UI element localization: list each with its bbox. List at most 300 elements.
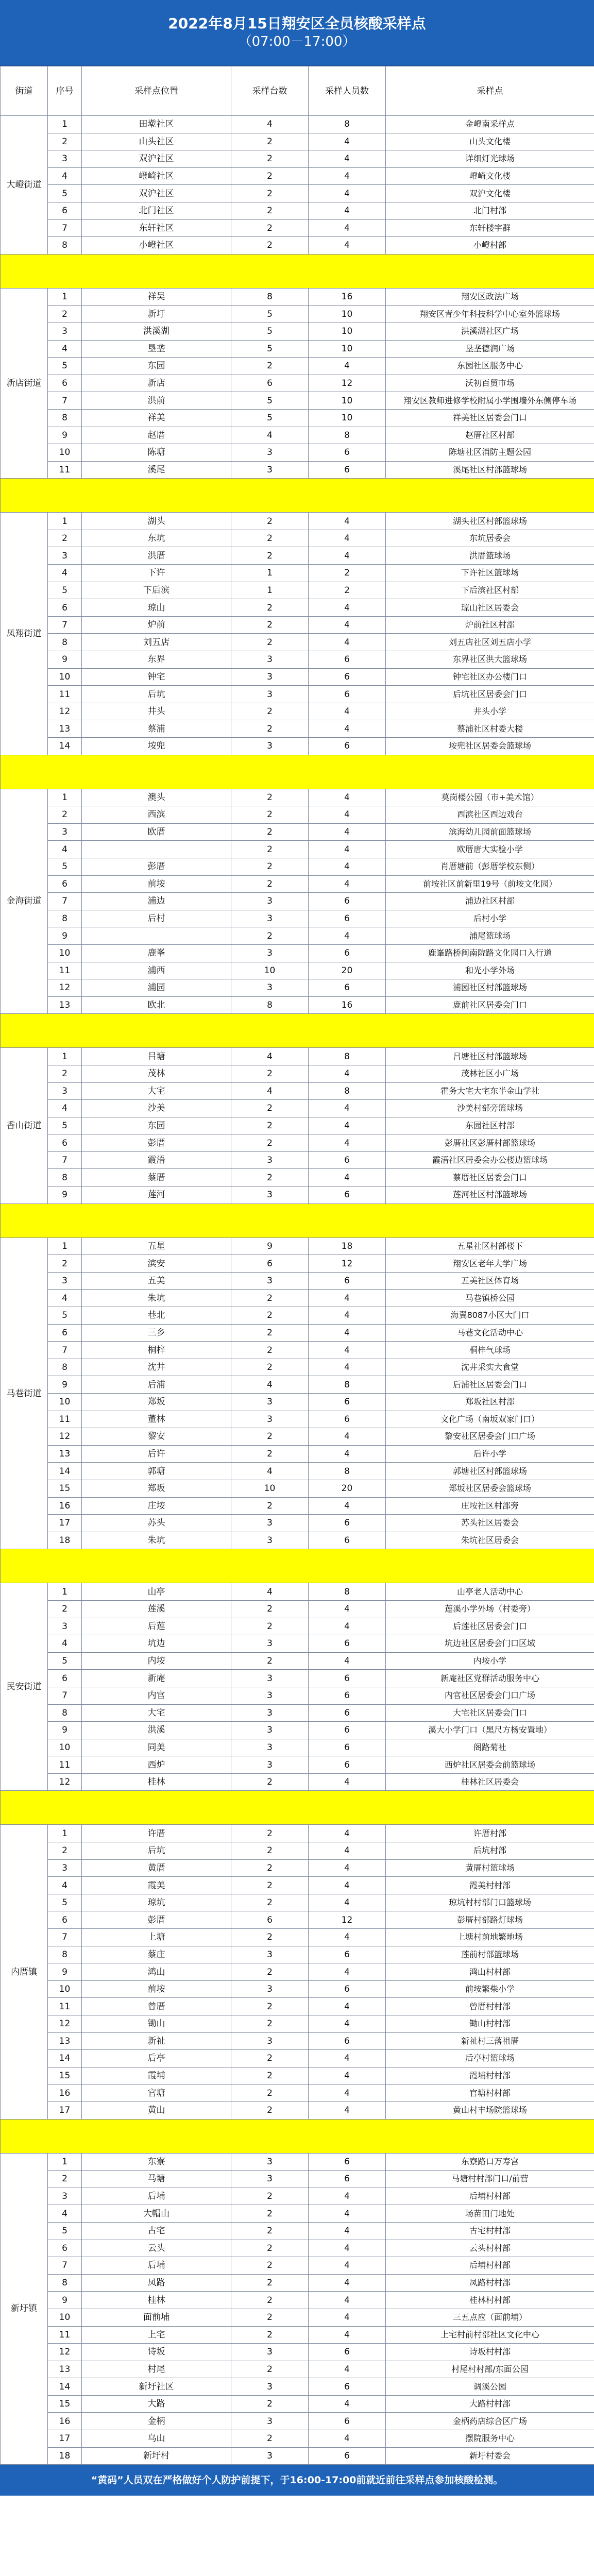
row-index: 8 (48, 1359, 82, 1376)
row-index: 3 (48, 1082, 82, 1100)
row-index: 5 (48, 582, 82, 599)
header-site: 采样点 (386, 66, 594, 116)
row-location: 黄山 (82, 2102, 231, 2119)
table-row (1, 1082, 594, 1100)
row-site: 马巷镇桥公园 (386, 1290, 594, 1307)
table-row (1, 1894, 594, 1911)
row-site: 茂林社区小广场 (386, 1065, 594, 1082)
row-location: 大帽山 (82, 2205, 231, 2223)
row-index: 11 (48, 1998, 82, 2015)
row-stations: 2 (231, 1117, 309, 1134)
table-row (1, 1100, 594, 1117)
table-row (1, 237, 594, 255)
row-stations: 2 (231, 823, 309, 841)
table-row (1, 1998, 594, 2015)
row-location: 溪尾 (82, 461, 231, 479)
table-row (1, 444, 594, 462)
row-location: 新圩 (82, 306, 231, 323)
table-row (1, 530, 594, 547)
row-index: 4 (48, 1100, 82, 1117)
row-location: 沈井 (82, 1359, 231, 1376)
row-stations: 4 (231, 1463, 309, 1480)
row-index: 3 (48, 150, 82, 168)
row-staff: 4 (309, 1998, 386, 2015)
row-staff: 4 (309, 2205, 386, 2223)
row-staff: 4 (309, 2292, 386, 2309)
row-staff: 4 (309, 1652, 386, 1670)
row-location: 炉前 (82, 616, 231, 634)
row-location: 桂林 (82, 2292, 231, 2309)
row-index: 15 (48, 1480, 82, 1497)
row-index: 3 (48, 1272, 82, 1290)
header-location: 采样点位置 (82, 66, 231, 116)
row-stations: 3 (231, 1635, 309, 1653)
row-index: 12 (48, 1428, 82, 1446)
row-staff: 6 (309, 2447, 386, 2465)
row-site: 东坑居委会 (386, 530, 594, 547)
table-row (1, 651, 594, 669)
row-site: 翔安区青少年科技科学中心室外篮球场 (386, 306, 594, 323)
table-row (1, 2153, 594, 2171)
row-stations: 3 (231, 2447, 309, 2465)
row-stations: 8 (231, 288, 309, 306)
row-staff: 8 (309, 1463, 386, 1480)
table-row (1, 2344, 594, 2361)
row-staff: 16 (309, 288, 386, 306)
row-location: 洪溪湖 (82, 323, 231, 340)
row-stations: 2 (231, 1963, 309, 1981)
row-stations: 2 (231, 806, 309, 824)
table-row (1, 1946, 594, 1963)
row-site: 朱坑社区居委会 (386, 1532, 594, 1549)
row-index: 14 (48, 2050, 82, 2067)
row-stations: 3 (231, 1151, 309, 1169)
row-location: 澳头 (82, 789, 231, 806)
row-staff: 4 (309, 1825, 386, 1842)
row-site: 新圩村委会 (386, 2447, 594, 2465)
row-index: 9 (48, 2292, 82, 2309)
row-stations: 3 (231, 1722, 309, 1739)
street-name: 新店街道 (1, 288, 48, 479)
row-location: 鸿山 (82, 1963, 231, 1981)
row-staff: 4 (309, 806, 386, 824)
row-index: 13 (48, 1445, 82, 1463)
row-location: 东寮 (82, 2153, 231, 2171)
row-site: 黄厝村篮球场 (386, 1859, 594, 1877)
table-row (1, 1428, 594, 1446)
row-index: 2 (48, 306, 82, 323)
row-location: 面前埔 (82, 2309, 231, 2326)
row-site: 桂林社区居委会 (386, 1773, 594, 1791)
row-staff: 4 (309, 237, 386, 255)
row-index: 3 (48, 1859, 82, 1877)
row-site: 翔安区教师进修学校附属小学围墙外东侧停车场 (386, 392, 594, 410)
row-index: 8 (48, 910, 82, 927)
row-index: 15 (48, 2395, 82, 2413)
table-row (1, 1169, 594, 1187)
row-index: 16 (48, 2413, 82, 2430)
row-location: 北门社区 (82, 202, 231, 219)
row-stations: 2 (231, 1894, 309, 1911)
row-site: 凤路村村部 (386, 2274, 594, 2292)
row-site: 许厝村部 (386, 1825, 594, 1842)
table-row (1, 167, 594, 185)
row-site: 肖厝塘前（彭厝学校东侧） (386, 858, 594, 875)
row-staff: 6 (309, 893, 386, 910)
row-site: 文化广场（南坂双家门口） (386, 1411, 594, 1428)
row-site: 后坑社区居委会门口 (386, 686, 594, 703)
row-staff: 8 (309, 427, 386, 444)
row-location: 后埔 (82, 2188, 231, 2205)
table-row (1, 668, 594, 686)
table-row (1, 1238, 594, 1255)
row-stations: 3 (231, 944, 309, 962)
row-site: 垵兜社区居委会篮球场 (386, 738, 594, 755)
table-row (1, 1618, 594, 1635)
table-row (1, 1307, 594, 1325)
row-site: 郑坂社区村部 (386, 1394, 594, 1411)
row-index: 6 (48, 875, 82, 893)
row-site: 新庵社区党群活动服务中心 (386, 1670, 594, 1687)
table-row (1, 823, 594, 841)
table-row (1, 375, 594, 392)
row-staff: 4 (309, 513, 386, 530)
row-index: 6 (48, 2240, 82, 2257)
row-site: 黎安社区居委会门口广场 (386, 1428, 594, 1446)
row-staff: 4 (309, 1342, 386, 1359)
row-staff: 4 (309, 1894, 386, 1911)
row-site: 双沪文化楼 (386, 185, 594, 202)
row-site: 吕塘社区村部篮球场 (386, 1048, 594, 1065)
table-row (1, 1463, 594, 1480)
table-row (1, 1497, 594, 1515)
row-index: 8 (48, 237, 82, 255)
row-index: 11 (48, 1756, 82, 1774)
row-location: 东园 (82, 1117, 231, 1134)
row-location: 新祉 (82, 2032, 231, 2050)
table-row (1, 2361, 594, 2378)
table-row (1, 979, 594, 997)
table-row (1, 116, 594, 133)
row-site: 莲前村部篮球场 (386, 1946, 594, 1963)
row-location: 东界 (82, 651, 231, 669)
row-site: 沙美村部旁篮球场 (386, 1100, 594, 1117)
table-row (1, 2413, 594, 2430)
row-stations: 3 (231, 2171, 309, 2188)
row-index: 8 (48, 2274, 82, 2292)
street-name: 金海街道 (1, 789, 48, 1014)
row-index: 7 (48, 1151, 82, 1169)
row-staff: 4 (309, 2430, 386, 2448)
row-location: 五星 (82, 1238, 231, 1255)
row-site: 沃初百贸市场 (386, 375, 594, 392)
row-location: 大宅 (82, 1082, 231, 1100)
row-index: 17 (48, 1515, 82, 1532)
row-index: 6 (48, 1134, 82, 1152)
row-staff: 4 (309, 202, 386, 219)
row-site: 山亭老人活动中心 (386, 1583, 594, 1601)
row-staff: 4 (309, 1618, 386, 1635)
table-row (1, 409, 594, 427)
row-location: 黄厝 (82, 1859, 231, 1877)
row-stations: 2 (231, 927, 309, 945)
row-location: 莲溪 (82, 1600, 231, 1618)
table-row (1, 219, 594, 237)
row-site: 内垵小学 (386, 1652, 594, 1670)
row-site: 翔安区政法广场 (386, 288, 594, 306)
row-staff: 4 (309, 133, 386, 150)
table-row (1, 1134, 594, 1152)
row-index: 7 (48, 616, 82, 634)
table-row (1, 944, 594, 962)
table-row (1, 1583, 594, 1601)
row-staff: 4 (309, 2395, 386, 2413)
row-stations: 3 (231, 1687, 309, 1704)
row-staff: 4 (309, 150, 386, 168)
street-name: 民安街道 (1, 1583, 48, 1791)
row-site: 赵厝社区村部 (386, 427, 594, 444)
row-staff: 10 (309, 392, 386, 410)
table-row (1, 1394, 594, 1411)
table-row (1, 1825, 594, 1842)
row-stations: 5 (231, 409, 309, 427)
row-stations: 2 (231, 2257, 309, 2275)
row-staff: 10 (309, 409, 386, 427)
row-location: 巷北 (82, 1307, 231, 1325)
table-row (1, 1687, 594, 1704)
table-row (1, 634, 594, 651)
row-site: 后亭村篮球场 (386, 2050, 594, 2067)
row-location: 郑坂 (82, 1394, 231, 1411)
row-location: 金柄 (82, 2413, 231, 2430)
row-staff: 6 (309, 1722, 386, 1739)
row-index: 2 (48, 1255, 82, 1273)
row-location: 内官 (82, 1687, 231, 1704)
row-index: 14 (48, 1463, 82, 1480)
row-site: 刘五店社区刘五店小学 (386, 634, 594, 651)
row-staff: 6 (309, 2344, 386, 2361)
row-staff: 6 (309, 2413, 386, 2430)
row-location: 祥美 (82, 409, 231, 427)
row-stations: 3 (231, 651, 309, 669)
row-index: 11 (48, 686, 82, 703)
row-staff: 20 (309, 1480, 386, 1497)
row-site: 郭塘社区村部篮球场 (386, 1463, 594, 1480)
row-stations: 2 (231, 789, 309, 806)
row-stations: 2 (231, 2205, 309, 2223)
row-index: 1 (48, 513, 82, 530)
row-staff: 2 (309, 582, 386, 599)
row-index: 17 (48, 2102, 82, 2119)
row-site: 山头文化楼 (386, 133, 594, 150)
table-row (1, 841, 594, 858)
row-site: 场苗田门地处 (386, 2205, 594, 2223)
row-stations: 2 (231, 513, 309, 530)
row-site: 莫岗楼公园（市+美术馆） (386, 789, 594, 806)
row-stations: 2 (231, 2240, 309, 2257)
row-staff: 16 (309, 996, 386, 1014)
table-row (1, 1117, 594, 1134)
row-staff: 4 (309, 2274, 386, 2292)
row-location: 蔡庄 (82, 1946, 231, 1963)
table-row (1, 1670, 594, 1687)
row-location: 霞美 (82, 1877, 231, 1894)
row-site: 桐梓气球场 (386, 1342, 594, 1359)
row-staff: 6 (309, 1532, 386, 1549)
row-staff: 4 (309, 358, 386, 375)
separator-band (1, 1014, 594, 1048)
row-site: 大路村村部 (386, 2395, 594, 2413)
row-stations: 2 (231, 1929, 309, 1946)
row-location: 三乡 (82, 1324, 231, 1342)
row-location: 古宅 (82, 2222, 231, 2240)
table-row (1, 875, 594, 893)
row-site: 蔡浦社区村委大楼 (386, 720, 594, 738)
row-location: 内垵 (82, 1652, 231, 1670)
row-staff: 10 (309, 306, 386, 323)
row-index: 11 (48, 461, 82, 479)
row-location: 后坑 (82, 1842, 231, 1860)
row-location: 湖头 (82, 513, 231, 530)
row-site: 详细灯光球场 (386, 150, 594, 168)
row-staff: 4 (309, 616, 386, 634)
table-row (1, 1532, 594, 1549)
row-index: 15 (48, 2067, 82, 2084)
row-staff: 10 (309, 340, 386, 358)
row-staff: 6 (309, 1394, 386, 1411)
row-location: 浦西 (82, 962, 231, 979)
row-location: 祥吴 (82, 288, 231, 306)
row-location: 琼山 (82, 599, 231, 617)
row-staff: 4 (309, 1100, 386, 1117)
header-index: 序号 (48, 66, 82, 116)
row-site: 溪大小学门口（黑尺方杨安置地） (386, 1722, 594, 1739)
row-index: 8 (48, 1946, 82, 1963)
row-index: 2 (48, 133, 82, 150)
row-location: 东轩社区 (82, 219, 231, 237)
row-index: 1 (48, 789, 82, 806)
row-stations: 3 (231, 1411, 309, 1428)
row-site: 诗坂村村部 (386, 2344, 594, 2361)
row-site: 浦边社区村部 (386, 893, 594, 910)
row-staff: 4 (309, 841, 386, 858)
row-site: 下许社区篮球场 (386, 565, 594, 582)
row-index: 8 (48, 409, 82, 427)
row-location: 琼坑 (82, 1894, 231, 1911)
table-row (1, 2015, 594, 2033)
row-location: 双沪社区 (82, 150, 231, 168)
row-location: 霞浯 (82, 1151, 231, 1169)
row-index: 10 (48, 944, 82, 962)
row-index: 13 (48, 720, 82, 738)
row-site: 霞美村村部 (386, 1877, 594, 1894)
row-staff: 4 (309, 1600, 386, 1618)
row-location (82, 841, 231, 858)
row-stations: 2 (231, 219, 309, 237)
row-stations: 4 (231, 1082, 309, 1100)
table-row (1, 1877, 594, 1894)
row-location: 新店 (82, 375, 231, 392)
row-location: 曾厝 (82, 1998, 231, 2015)
table-row (1, 2205, 594, 2223)
row-stations: 2 (231, 1445, 309, 1463)
row-location: 彭厝 (82, 1911, 231, 1929)
street-name: 香山街道 (1, 1048, 48, 1204)
row-location: 下后滨 (82, 582, 231, 599)
row-location: 后村 (82, 910, 231, 927)
row-index: 3 (48, 1618, 82, 1635)
row-index: 5 (48, 1894, 82, 1911)
row-index: 17 (48, 2430, 82, 2448)
row-site: 调溪公园 (386, 2378, 594, 2396)
separator-band (1, 254, 594, 288)
row-site: 嶝崎文化楼 (386, 167, 594, 185)
row-index: 1 (48, 1825, 82, 1842)
row-staff: 6 (309, 910, 386, 927)
row-site: 三五点应（面前埔） (386, 2309, 594, 2326)
row-stations: 6 (231, 1911, 309, 1929)
table-row (1, 1255, 594, 1273)
row-location: 苏头 (82, 1515, 231, 1532)
row-stations: 2 (231, 1652, 309, 1670)
table-row (1, 2102, 594, 2119)
row-staff: 4 (309, 1169, 386, 1187)
row-stations: 2 (231, 616, 309, 634)
row-index: 9 (48, 427, 82, 444)
table-row (1, 2222, 594, 2240)
table-row (1, 858, 594, 875)
row-index: 16 (48, 1497, 82, 1515)
row-index: 11 (48, 1411, 82, 1428)
row-index: 18 (48, 1532, 82, 1549)
row-stations: 2 (231, 358, 309, 375)
row-site: 蔡厝社区居委会门口 (386, 1169, 594, 1187)
table-row (1, 910, 594, 927)
row-staff: 4 (309, 2067, 386, 2084)
row-stations: 2 (231, 1290, 309, 1307)
row-index: 1 (48, 1048, 82, 1065)
row-index: 11 (48, 2326, 82, 2344)
row-site: 琼坑村村部门口篮球场 (386, 1894, 594, 1911)
table-row (1, 1842, 594, 1860)
row-staff: 4 (309, 219, 386, 237)
row-staff: 4 (309, 2222, 386, 2240)
row-site: 新祉村三落祖厝 (386, 2032, 594, 2050)
separator-band (1, 1549, 594, 1583)
row-location: 西炉 (82, 1756, 231, 1774)
row-site: 下后滨社区村部 (386, 582, 594, 599)
street-name: 凤翔街道 (1, 513, 48, 755)
row-site: 海翼8087小区大门口 (386, 1307, 594, 1325)
row-stations: 2 (231, 1842, 309, 1860)
row-staff: 4 (309, 2188, 386, 2205)
row-stations: 2 (231, 2326, 309, 2344)
row-staff: 6 (309, 686, 386, 703)
row-index: 12 (48, 2015, 82, 2033)
row-staff: 4 (309, 2050, 386, 2067)
row-stations: 3 (231, 910, 309, 927)
row-stations: 3 (231, 1187, 309, 1204)
table-row (1, 2084, 594, 2102)
row-stations: 2 (231, 1065, 309, 1082)
row-stations: 3 (231, 2153, 309, 2171)
table-row (1, 427, 594, 444)
row-stations: 3 (231, 1394, 309, 1411)
row-staff: 4 (309, 2309, 386, 2326)
row-location: 彭厝 (82, 858, 231, 875)
row-index: 12 (48, 1773, 82, 1791)
row-staff: 18 (309, 1238, 386, 1255)
